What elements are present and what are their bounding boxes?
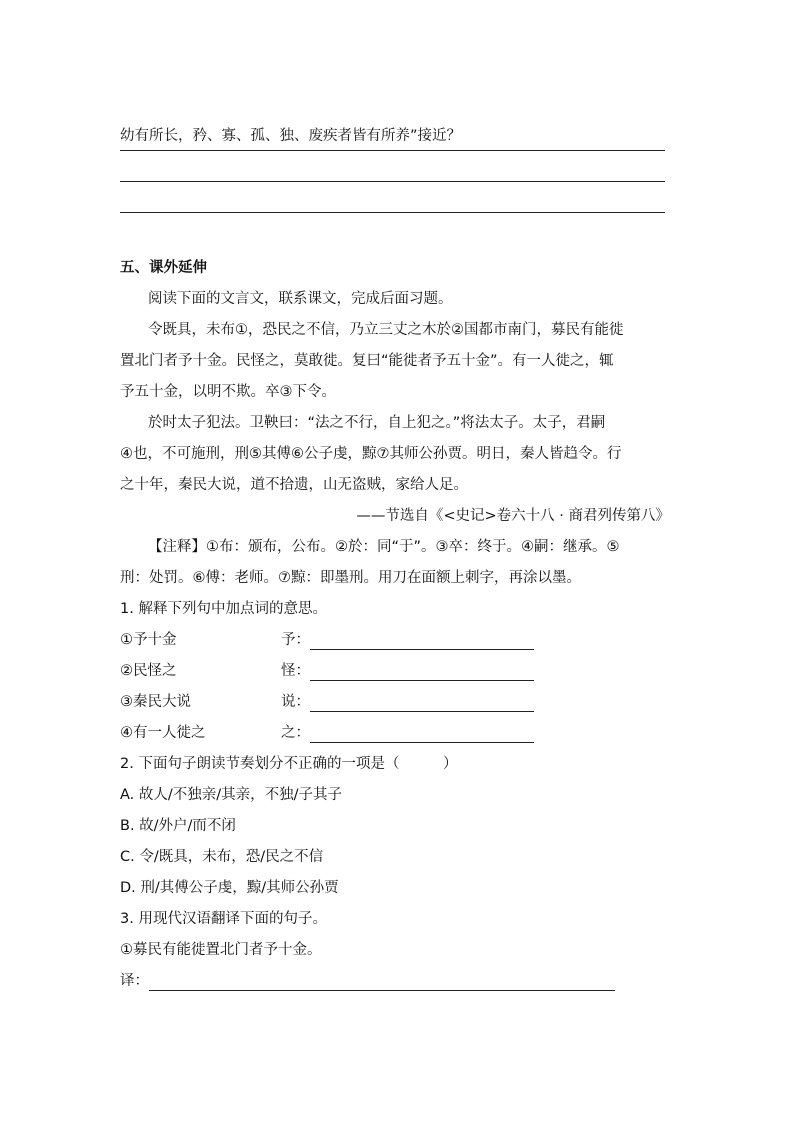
q1-phrase: ④有一人徙之 — [120, 725, 206, 741]
question-3-prompt: 3. 用现代汉语翻译下面的句子。 — [120, 911, 327, 927]
q1-phrase: ①予十金 — [120, 632, 177, 648]
q2-option-b: B. 故/外户/而不闭 — [120, 818, 236, 834]
q1-word: 怪： — [281, 663, 310, 679]
q3-answer-label: 译： — [120, 973, 149, 989]
q1-answer-row — [281, 692, 534, 712]
q3-sentence: ①募民有能徙置北门者予十金。 — [120, 942, 322, 958]
q1-word: 予： — [281, 632, 310, 648]
q3-answer-blank[interactable] — [149, 974, 615, 991]
question-2-prompt: 2. 下面句子朗读节奏划分不正确的一项是（ ） — [120, 756, 458, 772]
q1-answer-row — [281, 661, 534, 681]
section-heading: 五、课外延伸 — [120, 260, 207, 276]
q1-phrase: ②民怪之 — [120, 663, 177, 679]
source-citation: ——节选自《<史记>卷六十八 · 商君列传第八》 — [356, 508, 670, 524]
q2-option-d: D. 刑/其傅公子虔，黥/其师公孙贾 — [120, 880, 339, 896]
answer-line — [120, 181, 665, 182]
passage-line: ④也，不可施刑，刑⑤其傅⑥公子虔，黥⑦其师公孙贾。明日，秦人皆趋令。行 — [120, 446, 622, 462]
instruction-text: 阅读下面的文言文，联系课文，完成后面习题。 — [148, 291, 453, 307]
q1-answer-row — [281, 723, 534, 743]
passage-line: 於时太子犯法。卫鞅曰：“法之不行，自上犯之。”将法太子。太子，君嗣 — [148, 415, 606, 431]
continuation-text: 幼有所长，矜、寡、孤、独、废疾者皆有所养”接近？ — [120, 128, 462, 144]
answer-line — [120, 150, 665, 151]
notes-line: 【注释】①布：颁布，公布。②於：同“于”。③卒：终于。④嗣：继承。⑤ — [148, 539, 620, 555]
notes-line: 刑：处罚。⑥傅：老师。⑦黥：即墨刑。用刀在面额上刺字，再涂以墨。 — [120, 570, 581, 586]
q3-answer-row — [120, 971, 615, 991]
q1-answer-row — [281, 630, 534, 650]
q1-answer-blank[interactable] — [310, 664, 534, 681]
question-1-prompt: 1. 解释下列句中加点词的意思。 — [120, 601, 327, 617]
passage-line: 置北门者予十金。民怪之，莫敢徙。复曰“能徙者予五十金”。有一人徙之，辄 — [120, 353, 614, 369]
passage-line: 予五十金，以明不欺。卒③下令。 — [120, 384, 336, 400]
q2-option-a: A. 故人/不独亲/其亲，不独/子其子 — [120, 787, 343, 803]
q1-phrase: ③秦民大说 — [120, 694, 191, 710]
q2-option-c: C. 令/既具，未布，恐/民之不信 — [120, 849, 324, 865]
q1-answer-blank[interactable] — [310, 726, 534, 743]
q1-word: 说： — [281, 694, 310, 710]
q1-word: 之： — [281, 725, 310, 741]
passage-line: 之十年，秦民大说，道不拾遗，山无盗贼，家给人足。 — [120, 477, 468, 493]
answer-line — [120, 212, 665, 213]
q1-answer-blank[interactable] — [310, 695, 534, 712]
q1-answer-blank[interactable] — [310, 633, 534, 650]
passage-line: 令既具，未布①，恐民之不信，乃立三丈之木於②国都市南门，募民有能徙 — [148, 322, 624, 338]
